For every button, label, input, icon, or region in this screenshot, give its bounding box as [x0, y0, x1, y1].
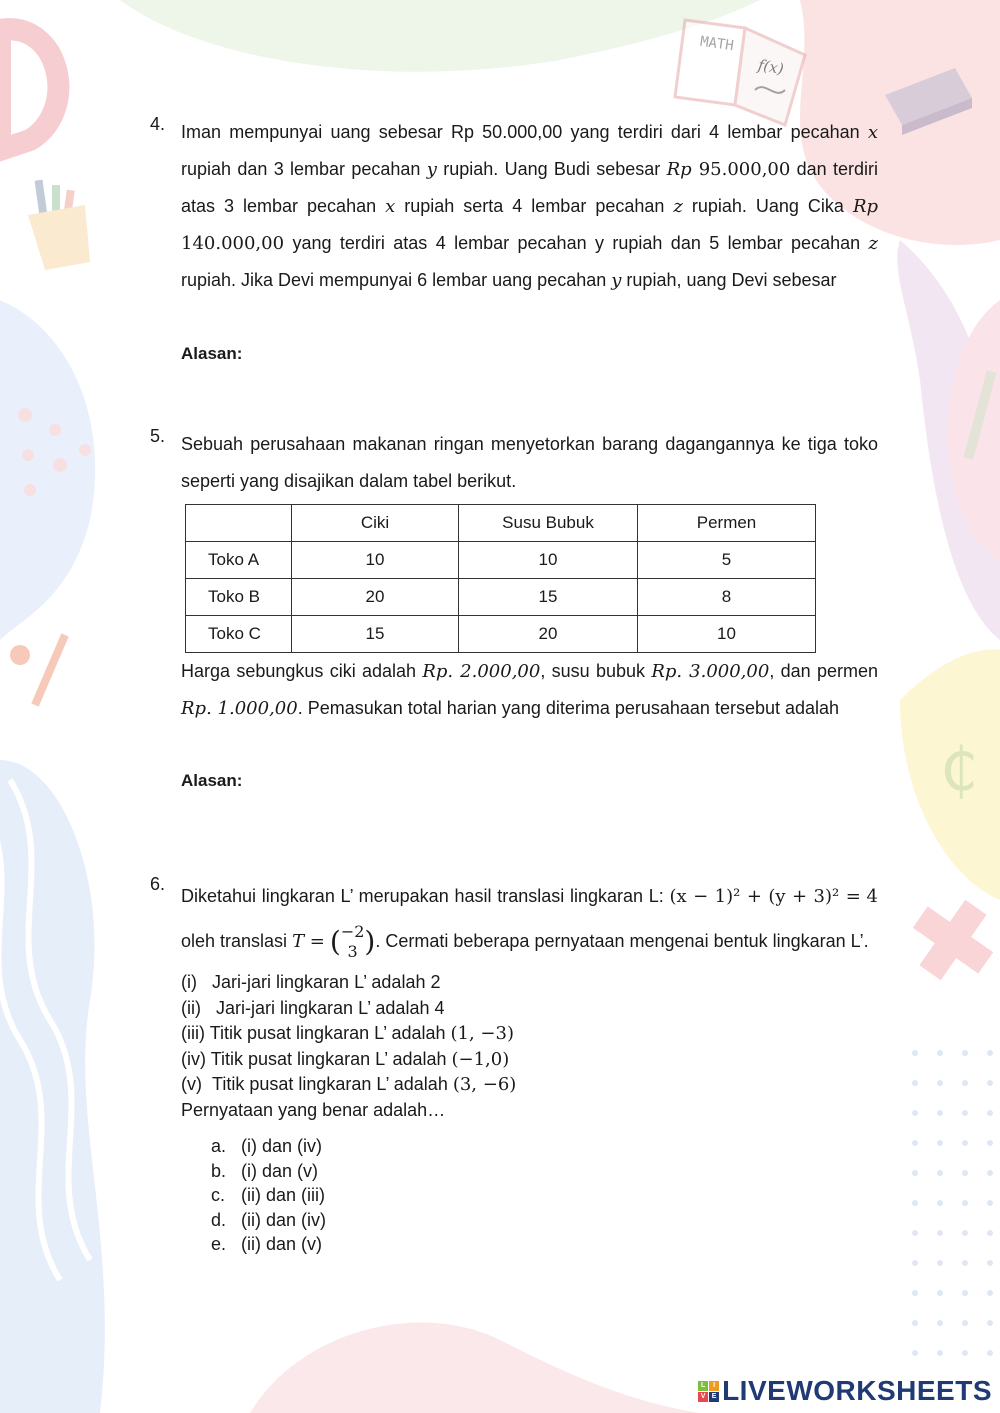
circle-equation: (x − 1)² + (y + 3)² =: [669, 886, 861, 907]
answer-option[interactable]: b. (i) dan (v): [211, 1160, 319, 1181]
table-cell: 10: [459, 542, 638, 579]
answer-options: [211, 1134, 878, 1257]
statement-item: (ii) Jari-jari lingkaran L’ adalah 4: [181, 997, 445, 1018]
alasan-label-q4: Alasan:: [181, 344, 243, 363]
vector-right-paren: ): [364, 925, 376, 959]
table-row-label: Toko A: [186, 542, 292, 579]
question-6-prompt: Pernyataan yang benar adalah…: [181, 1099, 446, 1120]
table-cell: 15: [459, 579, 638, 616]
answer-option[interactable]: d. (ii) dan (iv): [211, 1209, 327, 1230]
logo-text: LIVEWORKSHEETS: [722, 1375, 992, 1406]
svg-text:₵: ₵: [940, 735, 979, 805]
table-row-label: Toko B: [186, 579, 292, 616]
table-header-cell: Susu Bubuk: [459, 505, 638, 542]
question-5-intro: Sebuah perusahaan makanan ringan menyetorkan barang dagangannya ke tiga toko seperti yang disajikan dalam tabel berikut.: [181, 434, 878, 491]
table-row: [186, 579, 816, 616]
statement-item: (iv) Titik pusat lingkaran L’ adalah (−1,0): [181, 1048, 510, 1070]
question-5-prices: Harga sebungkus ciki adalah Rp. 2.000,00, susu bubuk Rp. 3.000,00, dan permen Rp. 1.000,00. Pemasukan total harian yang diterima perusahaan tersebut adalah: [181, 661, 878, 719]
logo-mark-icon: L I V E: [698, 1381, 719, 1402]
answer-option[interactable]: e. (ii) dan (v): [211, 1234, 323, 1254]
table-cell: 20: [292, 579, 459, 616]
book-label-fx: f(x): [756, 55, 786, 79]
vector-left-paren: (: [329, 925, 341, 959]
question-number: 4.: [150, 114, 166, 134]
alasan-label-q5: Alasan:: [181, 771, 243, 790]
table-row: [186, 542, 816, 579]
question-4: [150, 114, 878, 299]
table-cell: 10: [292, 542, 459, 579]
question-6-intro: Diketahui lingkaran L’ merupakan hasil translasi lingkaran L: (x − 1)² + (y + 3)² = 4 oleh translasi T = ( −2 3 ). Cermati beberapa pernyataan mengenai bentuk lingkaran L’.: [181, 886, 878, 962]
question-number: 6.: [150, 874, 166, 894]
question-number: 5.: [150, 426, 166, 446]
answer-option[interactable]: c. (ii) dan (iii): [211, 1185, 326, 1205]
table-header-row: [186, 505, 816, 542]
statement-item: (v) Titik pusat lingkaran L’ adalah (3, −6): [181, 1074, 517, 1095]
question-4-text: Iman mempunyai uang sebesar Rp 50.000,00 yang terdiri dari 4 lembar pecahan x rupiah dan 3 lembar pecahan y rupiah. Uang Budi sebesar Rp 95.000,00 dan terdiri atas 3 lembar pecahan x rupiah serta 4 lembar pecahan z rupiah. Uang Cika Rp 140.000,00 yang terdiri atas 4 lembar pecahan y rupiah dan 5 lembar pecahan z rupiah. Jika Devi mempunyai 6 lembar uang pecahan y rupiah, uang Devi sebesar: [181, 122, 879, 291]
table-row-label: Toko C: [186, 616, 292, 653]
book-label-math: MATH: [699, 33, 735, 55]
question-5: [150, 426, 878, 727]
statement-item: (iii) Titik pusat lingkaran L’ adalah (1, −3): [181, 1023, 514, 1044]
statement-item: (i) Jari-jari lingkaran L’ adalah 2: [181, 972, 441, 992]
table-cell: 10: [638, 616, 816, 653]
table-header-cell: Ciki: [292, 505, 459, 542]
table-corner-cell: [186, 505, 292, 542]
table-header-cell: Permen: [638, 505, 816, 542]
statements-list: [181, 970, 878, 1122]
liveworksheets-logo[interactable]: [698, 1375, 992, 1407]
table-cell: 8: [638, 579, 816, 616]
product-table: [185, 504, 816, 653]
translation-vector: −2 3: [340, 922, 365, 962]
table-cell: 15: [292, 616, 459, 653]
table-cell: 20: [459, 616, 638, 653]
question-6: [150, 874, 878, 1257]
table-row: [186, 616, 816, 653]
answer-option[interactable]: a. (i) dan (iv): [211, 1136, 323, 1156]
table-cell: 5: [638, 542, 816, 579]
